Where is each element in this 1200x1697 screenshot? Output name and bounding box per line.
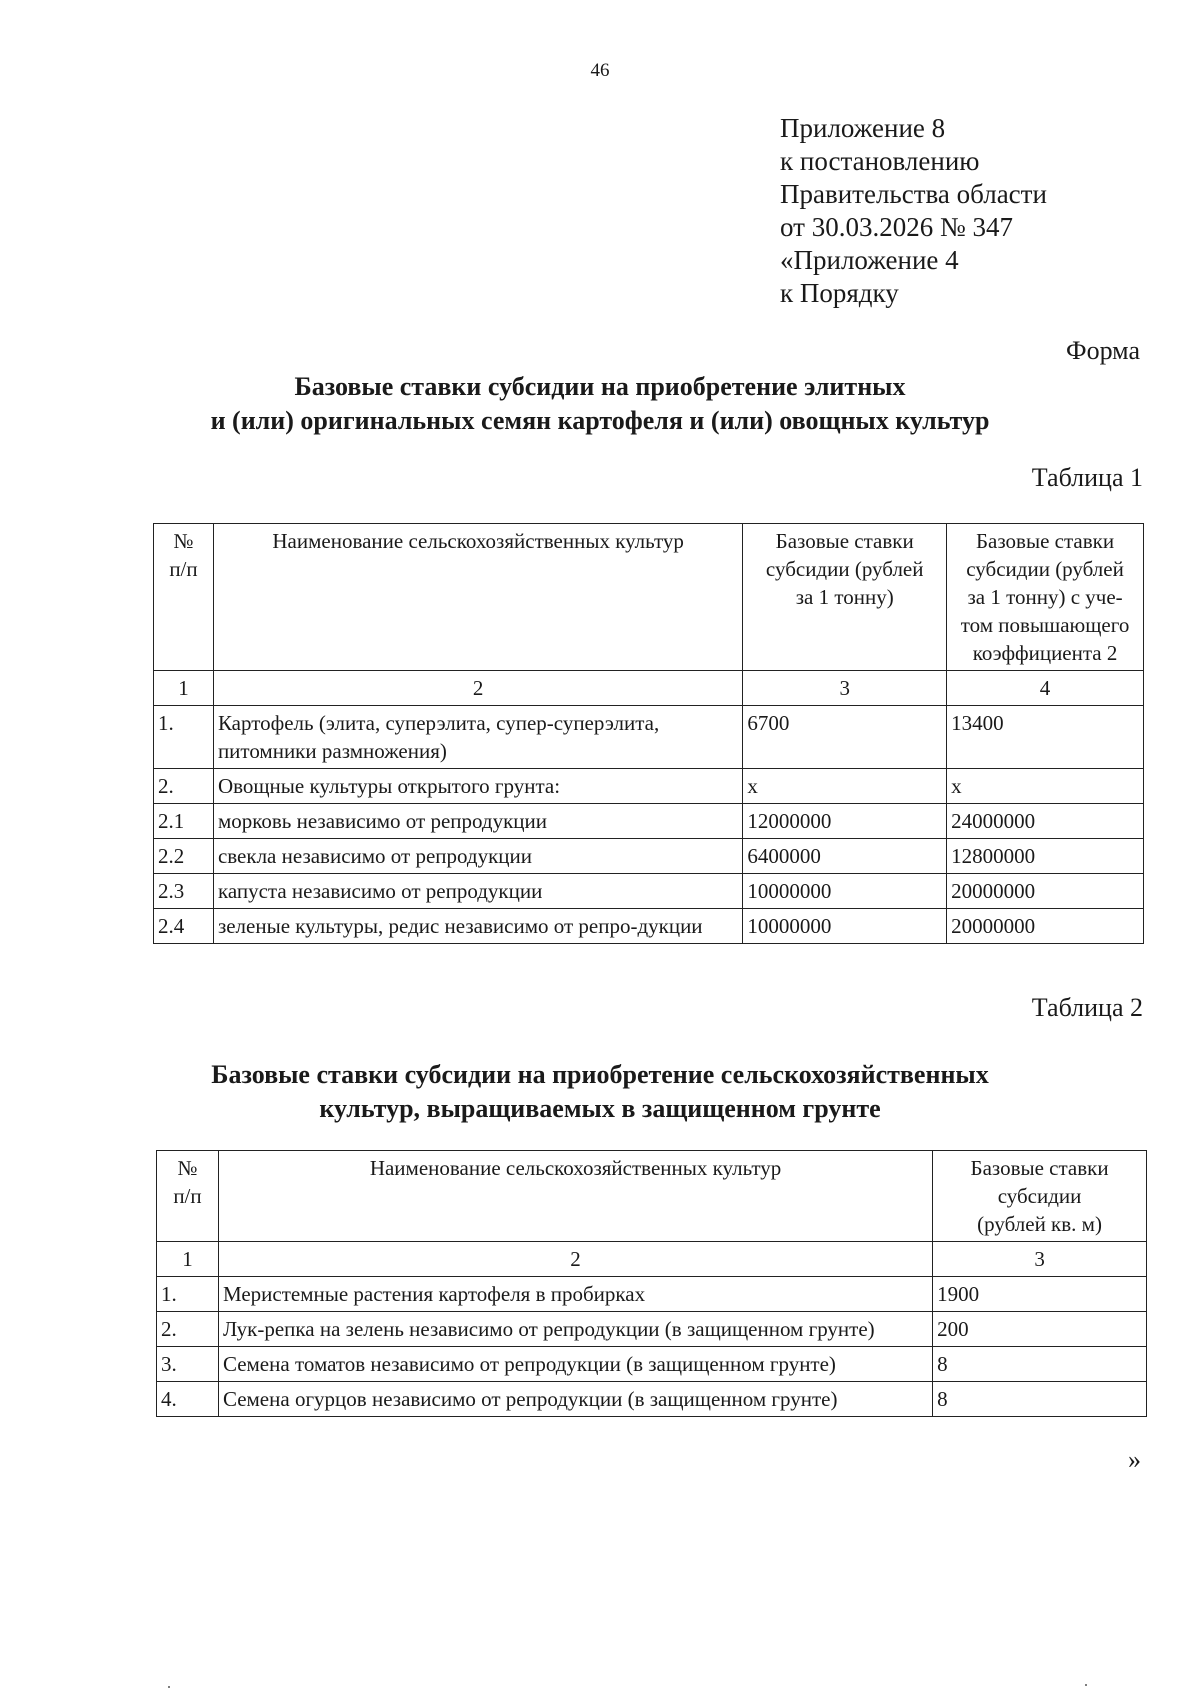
row-rate-coef: 12800000 xyxy=(947,839,1144,874)
table1-header-row xyxy=(154,524,1144,671)
row-num: 2.4 xyxy=(154,909,214,944)
row-name: морковь независимо от репродукции xyxy=(213,804,742,839)
row-name: Семена томатов независимо от репродукции (в защищенном грунте) xyxy=(218,1347,932,1382)
column-number: 2 xyxy=(213,671,742,706)
table1-column-numbers-row xyxy=(154,671,1144,706)
row-rate: 6700 xyxy=(743,706,947,769)
row-rate: х xyxy=(743,769,947,804)
header-rate: Базовые ставки субсидии (рублей за 1 тонну) xyxy=(743,524,947,671)
row-name: зеленые культуры, редис независимо от репро-дукции xyxy=(213,909,742,944)
row-num: 1. xyxy=(157,1277,219,1312)
table1-title xyxy=(0,370,1200,438)
row-num: 2.3 xyxy=(154,874,214,909)
appendix-line: Правительства области xyxy=(780,179,1047,209)
row-name: Меристемные растения картофеля в пробирках xyxy=(218,1277,932,1312)
appendix-line: к постановлению xyxy=(780,146,980,176)
table-row xyxy=(154,839,1144,874)
row-name: Овощные культуры открытого грунта: xyxy=(213,769,742,804)
table-row xyxy=(157,1312,1147,1347)
row-rate: 6400000 xyxy=(743,839,947,874)
appendix-line: от 30.03.2026 № 347 xyxy=(780,212,1013,242)
column-number: 2 xyxy=(218,1242,932,1277)
table2-title-line: культур, выращиваемых в защищенном грунте xyxy=(319,1094,881,1123)
row-num: 2.2 xyxy=(154,839,214,874)
row-rate: 10000000 xyxy=(743,909,947,944)
table2-caption: Таблица 2 xyxy=(1031,993,1143,1022)
column-number: 1 xyxy=(154,671,214,706)
header-rate: Базовые ставки субсидии (рублей кв. м) xyxy=(933,1151,1147,1242)
table1-title-line: и (или) оригинальных семян картофеля и (или) овощных культур xyxy=(210,406,990,435)
row-num: 1. xyxy=(154,706,214,769)
row-rate: 200 xyxy=(933,1312,1147,1347)
row-rate-coef: 20000000 xyxy=(947,874,1144,909)
column-number: 4 xyxy=(947,671,1144,706)
form-label: Форма xyxy=(1066,336,1140,365)
row-name: свекла независимо от репродукции xyxy=(213,839,742,874)
table1 xyxy=(153,523,1144,944)
row-num: 3. xyxy=(157,1347,219,1382)
table-row xyxy=(157,1277,1147,1312)
column-number: 3 xyxy=(933,1242,1147,1277)
row-rate-coef: х xyxy=(947,769,1144,804)
table-row xyxy=(154,706,1144,769)
row-rate-coef: 20000000 xyxy=(947,909,1144,944)
row-num: 2. xyxy=(154,769,214,804)
table2-title-line: Базовые ставки субсидии на приобретение сельскохозяйственных xyxy=(211,1060,989,1089)
table-row xyxy=(154,874,1144,909)
table2-column-numbers-row xyxy=(157,1242,1147,1277)
header-num: № п/п xyxy=(154,524,214,671)
header-name: Наименование сельскохозяйственных культур xyxy=(213,524,742,671)
row-num: 2. xyxy=(157,1312,219,1347)
column-number: 1 xyxy=(157,1242,219,1277)
row-num: 2.1 xyxy=(154,804,214,839)
header-name: Наименование сельскохозяйственных культур xyxy=(218,1151,932,1242)
table-row xyxy=(154,769,1144,804)
page-number: 46 xyxy=(590,60,610,81)
row-name: капуста независимо от репродукции xyxy=(213,874,742,909)
row-rate: 8 xyxy=(933,1382,1147,1417)
table2 xyxy=(156,1150,1147,1417)
row-rate-coef: 13400 xyxy=(947,706,1144,769)
scan-speck xyxy=(1085,1684,1087,1686)
table2-title xyxy=(0,1058,1200,1126)
row-rate: 8 xyxy=(933,1347,1147,1382)
table-row xyxy=(157,1382,1147,1417)
row-rate: 10000000 xyxy=(743,874,947,909)
appendix-line: Приложение 8 xyxy=(780,113,946,143)
closing-quote: » xyxy=(1128,1445,1141,1474)
appendix-line: «Приложение 4 xyxy=(780,245,959,275)
row-num: 4. xyxy=(157,1382,219,1417)
table1-title-line: Базовые ставки субсидии на приобретение элитных xyxy=(294,372,906,401)
row-name: Картофель (элита, суперэлита, супер-суперэлита, питомники размножения) xyxy=(213,706,742,769)
table-row xyxy=(154,909,1144,944)
column-number: 3 xyxy=(743,671,947,706)
row-rate-coef: 24000000 xyxy=(947,804,1144,839)
row-name: Семена огурцов независимо от репродукции (в защищенном грунте) xyxy=(218,1382,932,1417)
appendix-block xyxy=(780,112,1047,310)
scan-speck xyxy=(168,1686,170,1688)
row-rate: 1900 xyxy=(933,1277,1147,1312)
table1-caption: Таблица 1 xyxy=(1031,463,1143,492)
appendix-line: к Порядку xyxy=(780,278,899,308)
row-rate: 12000000 xyxy=(743,804,947,839)
header-num: № п/п xyxy=(157,1151,219,1242)
table-row xyxy=(154,804,1144,839)
table-row xyxy=(157,1347,1147,1382)
header-rate-coef: Базовые ставки субсидии (рублей за 1 тонну) с уче- том повышающего коэффициента 2 xyxy=(947,524,1144,671)
row-name: Лук-репка на зелень независимо от репродукции (в защищенном грунте) xyxy=(218,1312,932,1347)
table2-header-row xyxy=(157,1151,1147,1242)
